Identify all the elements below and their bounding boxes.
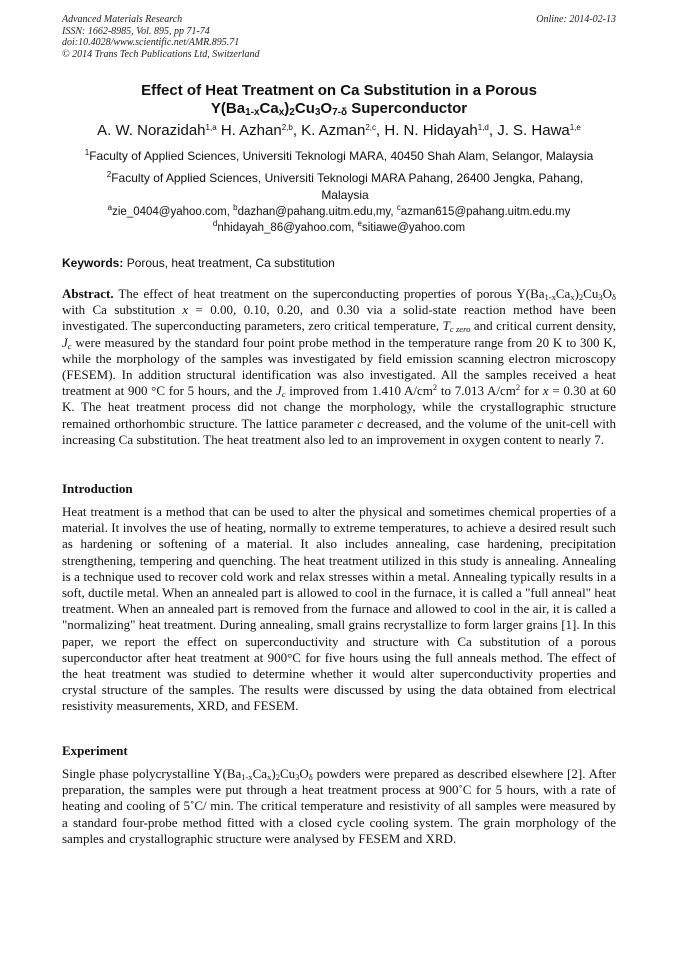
online-date: Online: 2014-02-13 — [536, 14, 616, 25]
email-link: nhidayah_86@yahoo.com, — [217, 222, 358, 234]
author: H. Azhan — [220, 122, 282, 139]
email-link: sitiawe@yahoo.com — [362, 222, 466, 234]
experiment-heading: Experiment — [62, 743, 128, 758]
doi: doi:10.4028/www.scientific.net/AMR.895.71 — [62, 37, 240, 48]
email-link: zie_0404@yahoo.com, — [112, 206, 234, 218]
author: A. W. Norazidah — [97, 122, 206, 139]
title-line-2: $Y(Ba_{1-x}Ca_x)_2Cu_3O_{7-\delta}$ Superconductor — [210, 100, 468, 118]
author-emails: $^a$zie_0404@yahoo.com, $^b$dazhan@pahang.uitm.edu,my, $^c$azman615@pahang.uitm.edu.my $^d$nhidayah_86@yahoo.com, $^e$sitiawe@yahoo.com — [107, 203, 571, 234]
introduction-heading: Introduction — [62, 481, 133, 496]
affiliation-1: $^1$Faculty of Applied Sciences, Universiti Teknologi MARA, 40450 Shah Alam, Selangor, Malaysia — [84, 148, 594, 163]
author: K. Azman — [301, 122, 366, 139]
email-link: azman615@pahang.uitm.edu.my — [400, 206, 571, 218]
experiment-paragraph: Single phase polycrystalline $Y(Ba_{1-x}Ca_x)_2Cu_3O_\delta$ powders were prepared as described elsewhere [2]. After preparation, the samples were put through a heat treatment process at 900˚C for 5 hours, with a rate of heating and cooling of 5˚C/ min. The critical temperature and resistivity of all samples were measured by a standard four-probe method fitted with a closed cycle cooling system. The grain morphology of the samples and crystallographic structure were analysed by FESEM and XRD. — [62, 766, 617, 846]
issn: ISSN: 1662-8985, Vol. 895, pp 71-74 — [62, 25, 210, 37]
title-line-1: Effect of Heat Treatment on Ca Substitution in a Porous — [141, 82, 537, 99]
email-link: dazhan@pahang.uitm.edu,my, — [237, 206, 397, 218]
abstract-paragraph: Abstract. The effect of heat treatment on the superconducting properties of porous $Y(Ba_{1-x}Ca_x)_2Cu_3O_\delta$ with Ca substitution x = 0.00, 0.10, 0.20, and 0.30 via a solid-state reaction method have been investigated. The superconducting parameters, zero critical temperature, $T_{c zero}$ and critical current density, $J_c$ were measured by the standard four point probe method in the temperature range from 20 K to 300 K, while the morphology of the samples was investigated by field emission scanning electron microscopy (FESEM). In addition structural identification was also investigated. All the samples received a heat treatment at 900 °C for 5 hours, and the $J_c$ improved from 1.410 $A/cm^2$ to 7.013 $A/cm^2$ for x = 0.30 at 60 K. The heat treatment process did not change the morphology, while the crystallographic structure remained orthorhombic structure. The lattice parameter c decreased, and the volume of the unit-cell with increasing Ca substitution. The heat treatment also led to an improvement in oxygen content to nearly 7. — [62, 286, 617, 447]
introduction-paragraph: Heat treatment is a method that can be used to alter the physical and sometimes chemical properties of a material. It involves the use of heating, normally to extreme temperatures, to achieve a desired result such as hardening or softening of a material. It also includes annealing, case hardening, precipitation strengthening, tempering and quenching. The heat treatment utilized in this study is annealing. Annealing is a technique used to recover cold work and relax stresses within a metal. Annealing typically results in a soft, ductile metal. When an annealed part is allowed to cool in the furnace, it is called a "full anneal" heat treatment. When an annealed part is removed from the furnace and allowed to cool in the air, it is called a "normalizing" heat treatment. During annealing, small grains recrystallize to form larger grains [1]. In this paper, we report the effect on superconductivity and structure with Ca substitution of a porous superconductor after heat treatment at 900°C for five hours using the full anneals method. The effect of the heat treatment was studied to determine whether it would alter superconductivity properties and crystal structure of the samples. The results were discussed by using the data obtained from electrical resistivity measurements, XRD, and FESEM. — [62, 504, 616, 714]
copyright: © 2014 Trans Tech Publications Ltd, Switzerland — [62, 48, 260, 60]
keywords: Keywords: Porous, heat treatment, Ca substitution — [62, 256, 335, 270]
journal-header — [62, 14, 616, 60]
author: H. N. Hidayah — [384, 122, 478, 139]
journal-name: Advanced Materials Research — [62, 14, 183, 25]
keywords-label: Keywords: — [62, 256, 124, 270]
abstract-label: Abstract. — [62, 286, 114, 301]
author-list: A. W. Norazidah$^{1,a}$ H. Azhan$^{2,b}$, K. Azman$^{2,c}$, H. N. Hidayah$^{1,d}$, J. S. Hawa$^{1,e}$ — [97, 122, 581, 139]
author: J. S. Hawa — [497, 122, 570, 139]
paper-title — [62, 82, 616, 118]
affiliation-2: $^2$Faculty of Applied Sciences, Universiti Teknologi MARA Pahang, 26400 Jengka, Pahang, Malaysia — [106, 170, 584, 202]
